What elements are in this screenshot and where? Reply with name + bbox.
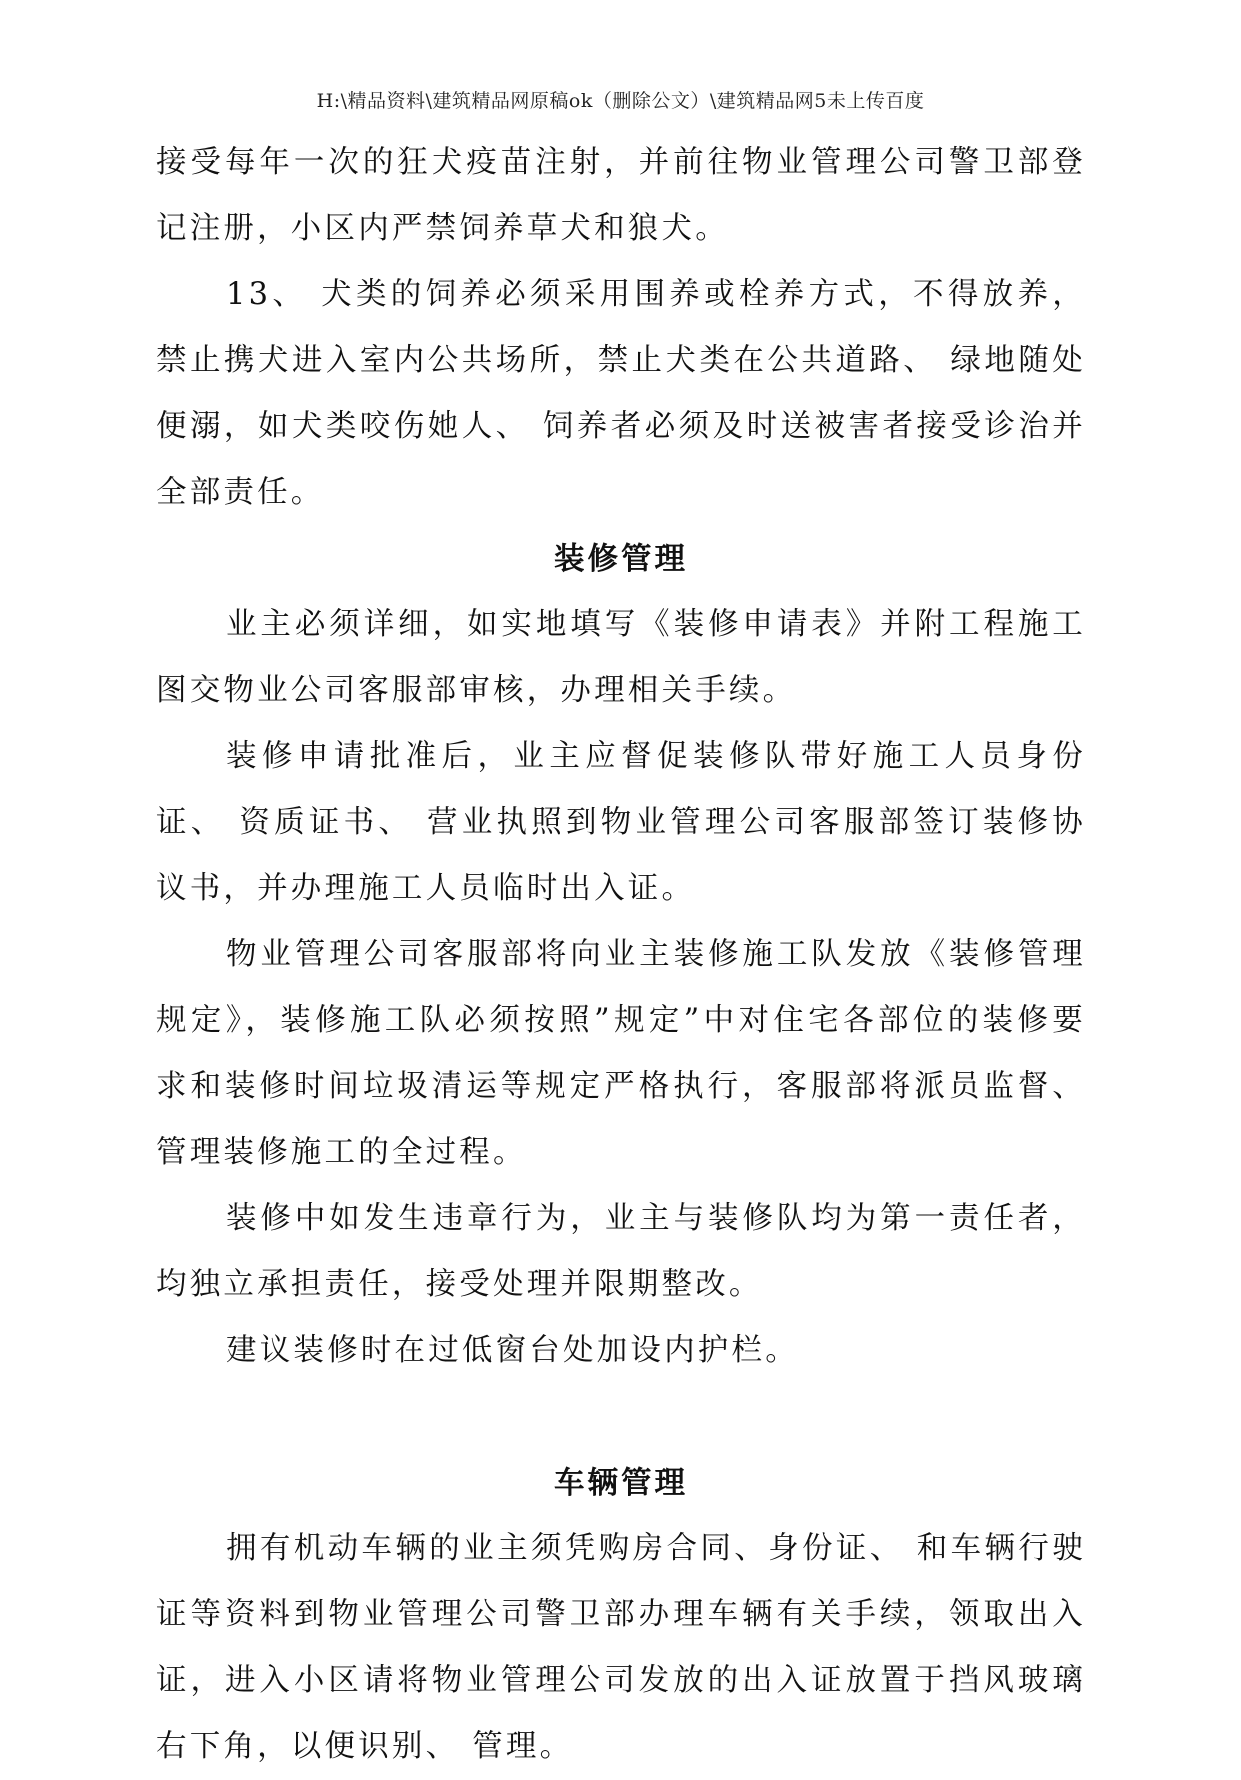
paragraph-vehicle-procedure: 拥有机动车辆的业主须凭购房合同、身份证、 和车辆行驶证等资料到物业管理公司警卫部办理车辆有关手续，领取出入证，进入小区请将物业管理公司发放的出入证放置于挡风玻璃右下角，以便识别、 管理。 [156, 1531, 1086, 1764]
paragraph-window-guard: 建议装修时在过低窗台处加设内护栏。 [226, 1333, 799, 1368]
document-header-path: H:\精品资料\建筑精品网原稿ok（删除公文）\建筑精品网5未上传百度 [316, 90, 925, 112]
paragraph-dog-keeping: 13、 犬类的饲养必须采用围养或栓养方式，不得放养，禁止携犬进入室内公共场所，禁止犬类在公共道路、 绿地随处便溺，如犬类咬伤她人、 饲养者必须及时送被害者接受诊治并全部责任。 [156, 277, 1086, 510]
document-body [156, 130, 1086, 1780]
paragraph-vaccination: 接受每年一次的狂犬疫苗注射，并前往物业管理公司警卫部登记注册，小区内严禁饲养草犬和狼犬。 [156, 145, 1086, 246]
section-heading-vehicle: 车辆管理 [554, 1465, 688, 1501]
section-heading-renovation: 装修管理 [554, 541, 688, 577]
paragraph-renovation-rules: 物业管理公司客服部将向业主装修施工队发放《装修管理规定》，装修施工队必须按照”规定”中对住宅各部位的装修要求和装修时间垃圾清运等规定严格执行，客服部将派员监督、 管理装修施工的全过程。 [156, 937, 1086, 1170]
paragraph-renovation-approval: 装修申请批准后，业主应督促装修队带好施工人员身份证、 资质证书、 营业执照到物业管理公司客服部签订装修协议书，并办理施工人员临时出入证。 [156, 739, 1086, 906]
paragraph-renovation-application: 业主必须详细，如实地填写《装修申请表》并附工程施工图交物业公司客服部审核，办理相关手续。 [156, 607, 1086, 708]
paragraph-violation: 装修中如发生违章行为，业主与装修队均为第一责任者，均独立承担责任，接受处理并限期整改。 [156, 1201, 1086, 1302]
